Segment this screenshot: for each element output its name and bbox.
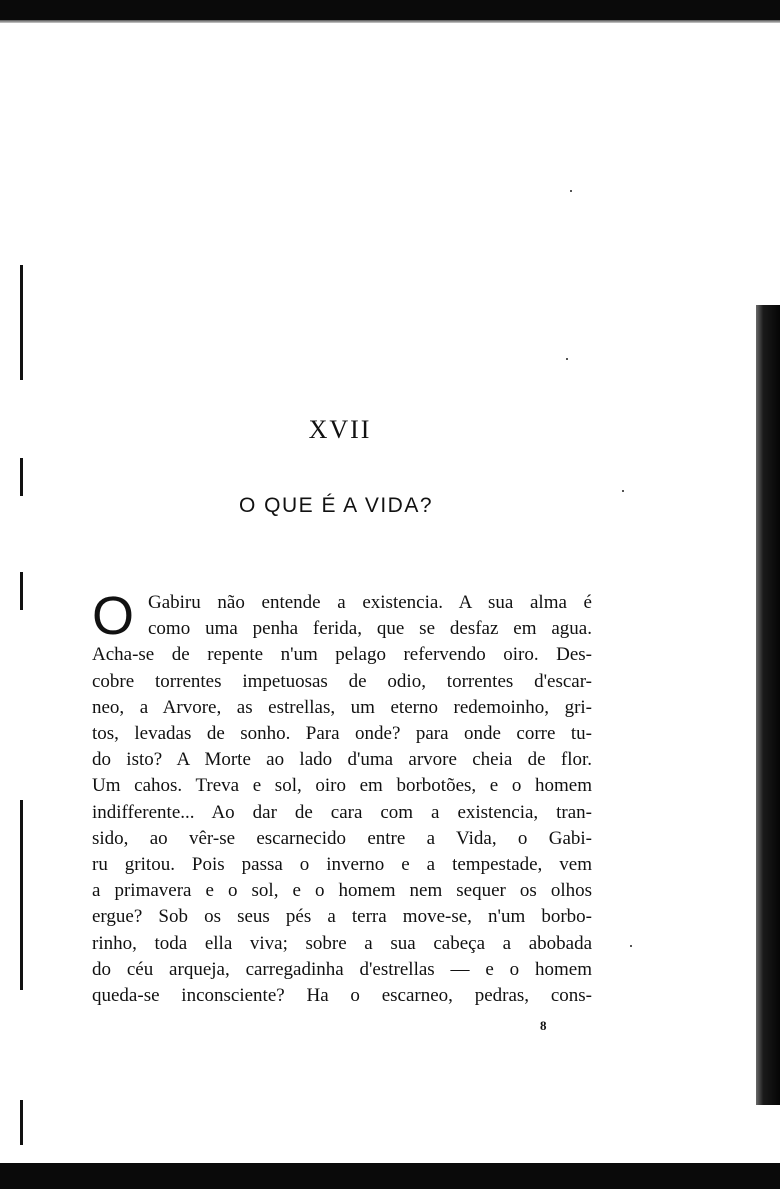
chapter-number: XVII	[308, 415, 372, 444]
scan-left-mark	[20, 265, 23, 380]
scan-top-edge	[0, 20, 780, 23]
text-line: cobre torrentes impetuosas de odio, torrentes d'escar-	[92, 670, 592, 692]
text-line: ergue? Sob os seus pés a terra move-se, n'um borbo-	[92, 906, 592, 928]
text-line: rinho, toda ella viva; sobre a sua cabeça a abobada	[92, 932, 592, 954]
text-line: queda-se inconsciente? Ha o escarneo, pedras, cons-	[92, 985, 592, 1007]
drop-cap: O	[92, 586, 135, 646]
text-line: Acha-se de repente n'um pelago refervendo oiro. Des-	[92, 644, 592, 666]
text-line: indifferente... Ao dar de cara com a existencia, tran-	[92, 801, 592, 823]
text-line: Um cahos. Treva e sol, oiro em borbotões, e o homem	[92, 775, 592, 797]
scan-left-mark	[20, 572, 23, 610]
scan-bottom-border	[0, 1163, 780, 1189]
scan-speck	[570, 190, 572, 192]
text-line: como uma penha ferida, que se desfaz em agua.	[148, 618, 592, 640]
scan-speck	[630, 945, 632, 947]
scan-right-edge	[756, 305, 780, 1105]
scan-left-mark	[20, 800, 23, 990]
signature-mark: 8	[540, 1018, 547, 1033]
text-line: neo, a Arvore, as estrellas, um eterno redemoinho, gri-	[92, 696, 592, 718]
text-line: do céu arqueja, carregadinha d'estrellas — e o homem	[92, 958, 592, 980]
scan-speck	[566, 358, 568, 360]
scan-left-mark	[20, 458, 23, 496]
text-line: ru gritou. Pois passa o inverno e a tempestade, vem	[92, 854, 592, 876]
text-line: Gabiru não entende a existencia. A sua alma é	[148, 592, 592, 613]
scan-top-border	[0, 0, 780, 20]
text-line: a primavera e o sol, e o homem nem sequer os olhos	[92, 880, 592, 902]
text-line: sido, ao vêr-se escarnecido entre a Vida, o Gabi-	[92, 827, 592, 849]
text-line: tos, levadas de sonho. Para onde? para onde corre tu-	[92, 723, 592, 745]
body-paragraph	[92, 586, 592, 1009]
chapter-title: O QUE É A VIDA?	[238, 494, 434, 517]
scan-left-mark	[20, 1100, 23, 1145]
scan-speck	[622, 490, 624, 492]
text-line: do isto? A Morte ao lado d'uma arvore cheia de flor.	[92, 749, 592, 771]
